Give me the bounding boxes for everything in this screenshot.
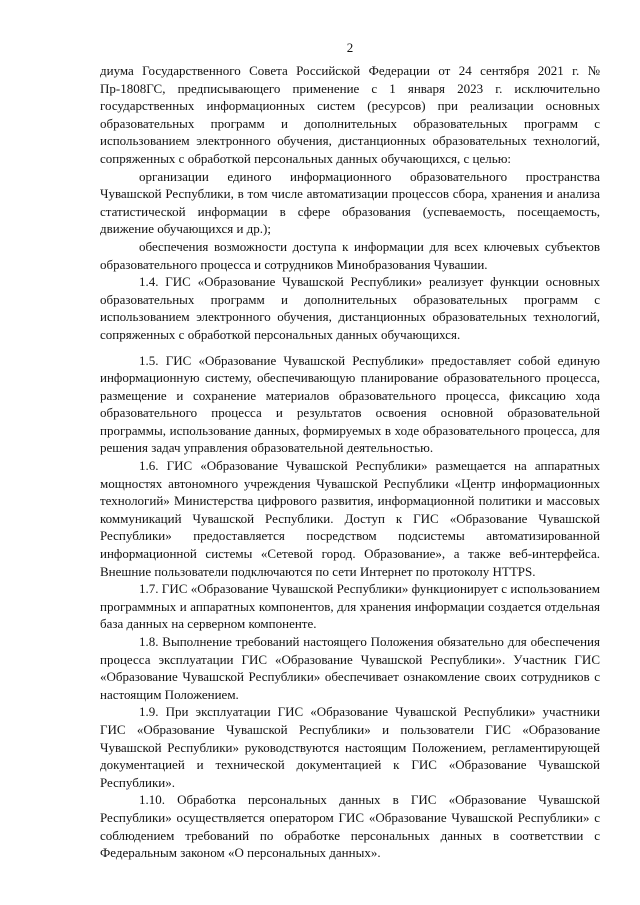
- document-body: [100, 62, 600, 862]
- paragraph-1-8: 1.8. Выполнение требований настоящего Положения обязательно для обеспечения процесса эксплуатации ГИС «Образование Чувашской Республики». Участник ГИС «Образование Чувашской Республики» обеспечивает ознакомление своих сотрудников с настоящим Положением.: [100, 634, 600, 702]
- page-number: 2: [346, 40, 354, 55]
- paragraph-1-5: 1.5. ГИС «Образование Чувашской Республики» предоставляет собой единую информационную систему, обеспечивающую планирование образовательного процесса, размещение и сохранение материалов образовательного процесса, фиксацию хода образовательного процесса и результатов освоения основной образовательной программы, использование данных, формируемых в ходе образовательного процесса, для решения задач управления образовательной деятельностью.: [100, 352, 600, 456]
- paragraph-goal-access: обеспечения возможности доступа к информации для всех ключевых субъектов образовательного процесса и сотрудников Минобразования Чувашии.: [100, 238, 600, 272]
- paragraph-1-10: 1.10. Обработка персональных данных в ГИС «Образование Чувашской Республики» осуществляется оператором ГИС «Образование Чувашской Республики» с соблюдением требований по обработке персональных данных в соответствии с Федеральным законом «О персональных данных».: [100, 792, 600, 861]
- paragraph-1-6: 1.6. ГИС «Образование Чувашской Республики» размещается на аппаратных мощностях автономного учреждения Чувашской Республики «Центр информационных технологий» Министерства цифрового развития, информационной политики и массовых коммуникаций Чувашской Республики. Доступ к ГИС «Образование Чувашской Республики» предоставляется посредством подсистемы автоматизированной информационной системы «Сетевой город. Образование», а также веб-интерфейса. Внешние пользователи подключаются по сети Интернет по протоколу HTTPS.: [100, 458, 600, 579]
- paragraph-goal-unified-space: организации единого информационного образовательного пространства Чувашской Республики, в том числе автоматизации процессов сбора, хранения и анализа статистической информации в сфере образования (успеваемость, посещаемость, движение обучающихся и др.);: [100, 168, 600, 237]
- paragraph-1-7: 1.7. ГИС «Образование Чувашской Республики» функционирует с использованием программных и аппаратных компонентов, для хранения информации создается отдельная база данных на серверном компоненте.: [100, 581, 600, 632]
- paragraph-1-4: 1.4. ГИС «Образование Чувашской Республики» реализует функции основных образовательных программ и дополнительных образовательных программ с использованием электронного обучения, дистанционных образовательных технологий, сопряженных с обработкой персональных данных обучающихся.: [100, 274, 600, 342]
- paragraph-1-9: 1.9. При эксплуатации ГИС «Образование Чувашской Республики» участники ГИС «Образование Чувашской Республики» и пользователи ГИС «Образование Чувашской Республики» руководствуются настоящим Положением, регламентирующей документацией и технической документацией к ГИС «Образование Чувашской Республики».: [100, 704, 600, 790]
- paragraph-intro-continuation: диума Государственного Совета Российской Федерации от 24 сентября 2021 г. № Пр-1808ГС, предписывающего применение с 1 января 2023 г. исключительно государственных информационных систем (ресурсов) при реализации основных образовательных программ и дополнительных образовательных программ с использованием электронного обучения, дистанционных образовательных технологий, сопряженных с обработкой персональных данных обучающихся, с целью:: [100, 63, 600, 166]
